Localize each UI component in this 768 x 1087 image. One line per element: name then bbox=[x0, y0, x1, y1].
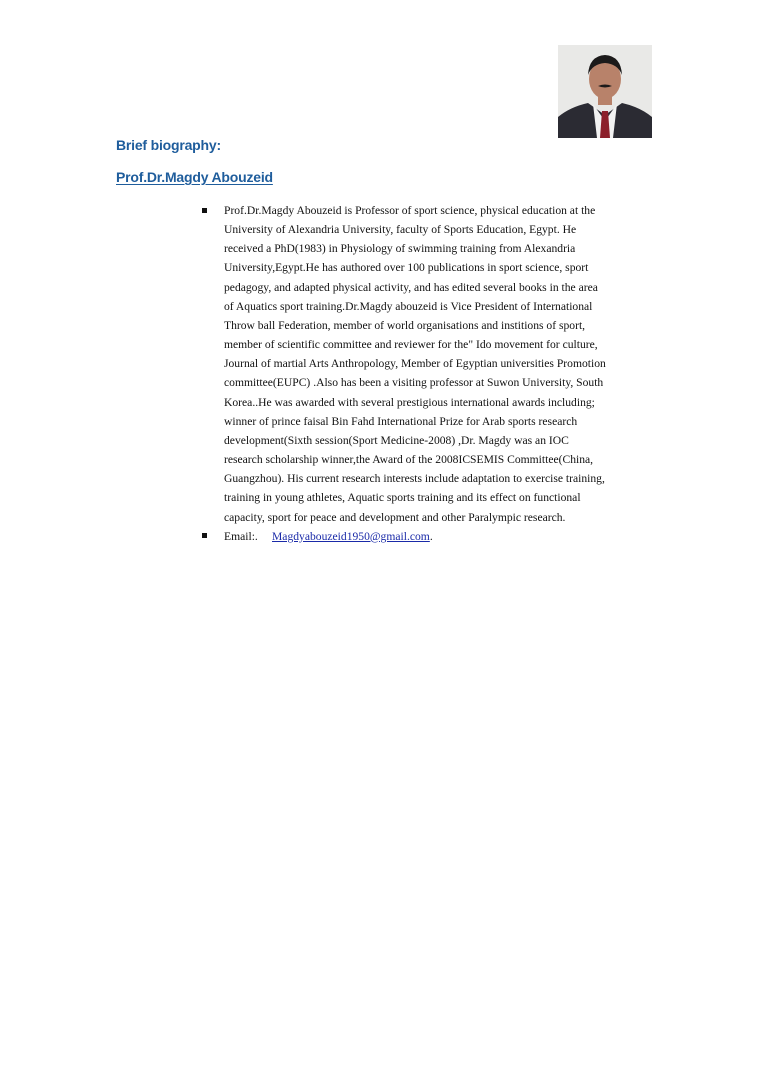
biography-list-item bbox=[224, 201, 656, 527]
biography-line: of Aquatics sport training.Dr.Magdy abouzeid is Vice President of International bbox=[224, 299, 593, 313]
portrait-photo bbox=[558, 45, 652, 138]
biography-line: Journal of martial Arts Anthropology, Member of Egyptian universities Promotion bbox=[224, 357, 606, 371]
biography-line: training in young athletes, Aquatic sports training and its effect on functional bbox=[224, 491, 581, 505]
email-list-item bbox=[224, 527, 656, 546]
biography-line: Korea..He was awarded with several prestigious international awards including; bbox=[224, 395, 595, 409]
portrait-image bbox=[558, 45, 652, 138]
square-bullet-icon bbox=[202, 533, 207, 538]
biography-line: University,Egypt.He has authored over 100 publications in sport science, sport bbox=[224, 261, 589, 275]
email-link[interactable]: Magdyabouzeid1950@gmail.com bbox=[272, 529, 430, 543]
biography-line: Guangzhou). His current research interests include adaptation to exercise training, bbox=[224, 472, 605, 486]
biography-line: Prof.Dr.Magdy Abouzeid is Professor of sport science, physical education at the bbox=[224, 204, 596, 217]
biography-line: Throw ball Federation, member of world organisations and institions of sport, bbox=[224, 318, 586, 332]
email-label: Email:. bbox=[224, 529, 258, 543]
square-bullet-icon bbox=[202, 208, 207, 213]
biography-line: pedagogy, and adapted physical activity, and has edited several books in the area bbox=[224, 280, 598, 294]
biography-line: member of scientific committee and reviewer for the" Ido movement for culture, bbox=[224, 338, 598, 352]
biography-line: committee(EUPC) .Also has been a visiting professor at Suwon University, South bbox=[224, 376, 604, 390]
biography-line: received a PhD(1983) in Physiology of swimming training from Alexandria bbox=[224, 242, 576, 256]
email-line bbox=[224, 527, 656, 546]
person-name-heading: Prof.Dr.Magdy Abouzeid bbox=[116, 169, 273, 185]
email-suffix: . bbox=[429, 529, 433, 543]
biography-line: research scholarship winner,the Award of the 2008ICSEMIS Committee(China, bbox=[224, 453, 594, 467]
biography-line: University of Alexandria University, faculty of Sports Education, Egypt. He bbox=[224, 223, 577, 237]
biography-line: development(Sixth session(Sport Medicine-2008) ,Dr. Magdy was an IOC bbox=[224, 433, 569, 447]
biography-list bbox=[224, 201, 656, 546]
biography-line: capacity, sport for peace and development and other Paralympic research. bbox=[224, 510, 566, 524]
brief-biography-heading: Brief biography: bbox=[116, 137, 221, 153]
biography-line: winner of prince faisal Bin Fahd International Prize for Arab sports research bbox=[224, 414, 578, 428]
